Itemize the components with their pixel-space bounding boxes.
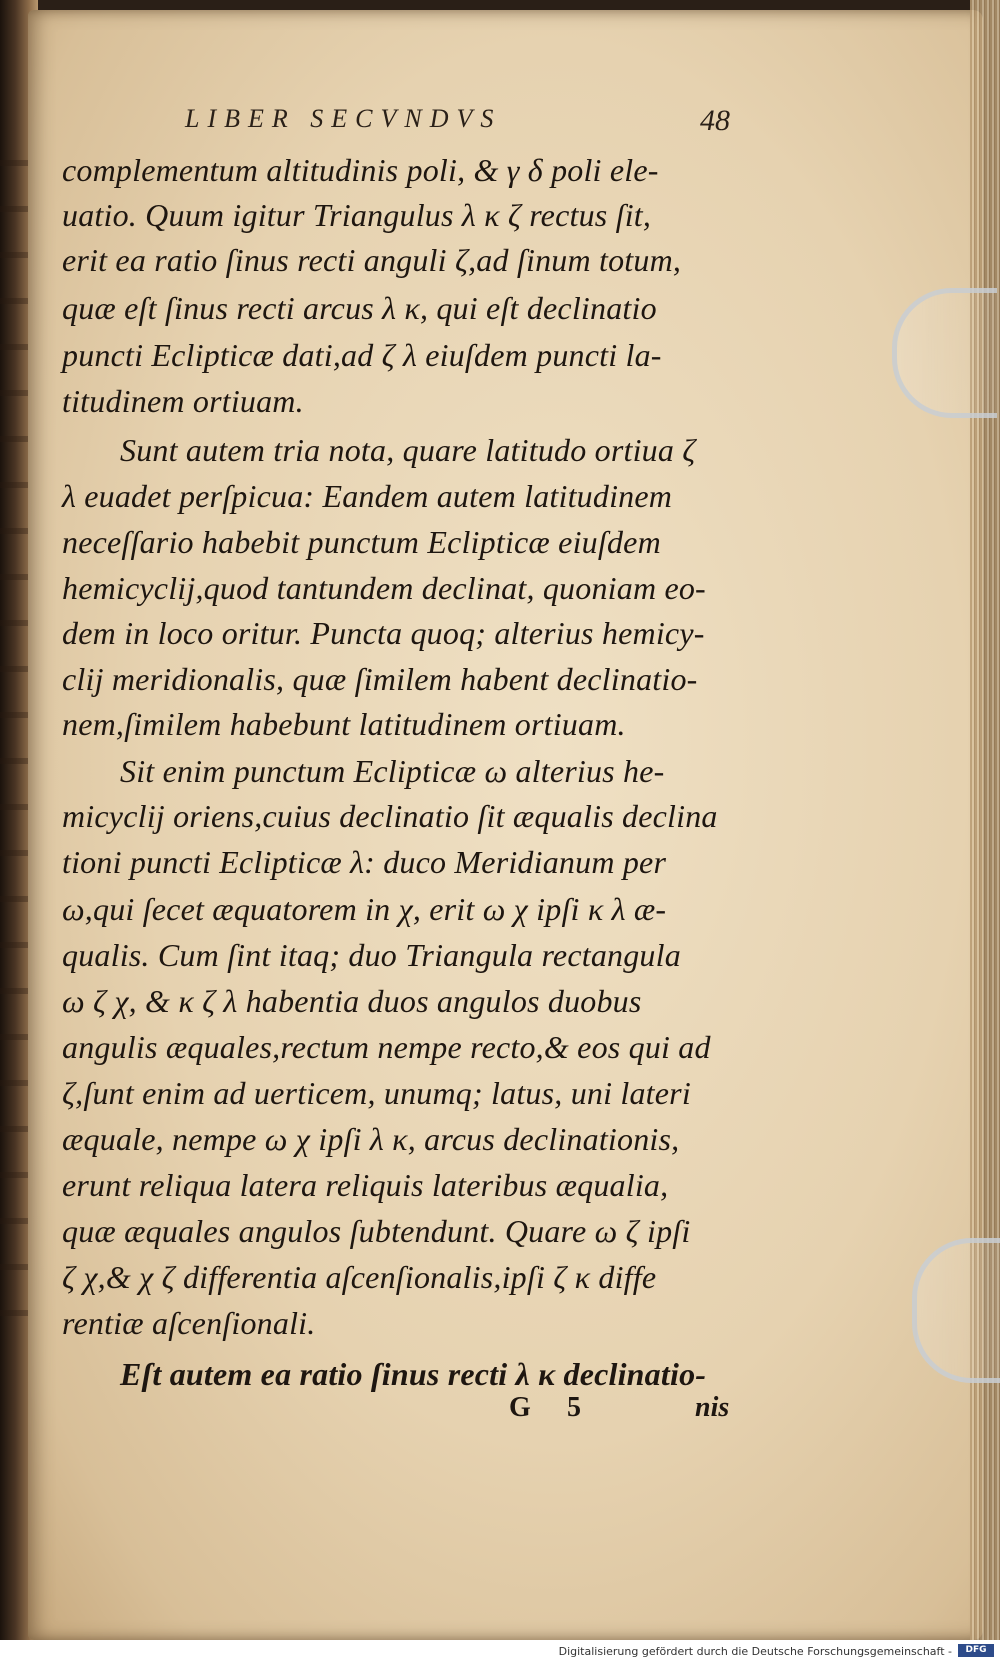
text-line: dem in loco oritur. Puncta quoq; alterius hemicy- — [62, 615, 705, 651]
text-line: ζ χ,& χ ζ differentia aſcenſionalis,ipſi ζ κ diffe — [62, 1259, 657, 1295]
catchword: nis — [695, 1392, 730, 1423]
text-line: puncti Eclipticæ dati,ad ζ λ eiuſdem puncti la- — [62, 337, 662, 373]
footer-strip — [0, 1640, 1000, 1660]
text-line: nem,ſimilem habebunt latitudinem ortiuam. — [62, 706, 626, 742]
text-line: Sunt autem tria nota, quare latitudo ortiua ζ — [120, 432, 696, 468]
text-line: quæ eſt ſinus recti arcus λ κ, qui eſt declinatio — [62, 290, 657, 326]
text-line: Eſt autem ea ratio ſinus recti λ κ declinatio- — [120, 1356, 707, 1392]
text-line: complementum altitudinis poli, & γ δ poli ele- — [62, 152, 659, 188]
text-line: tioni puncti Eclipticæ λ: duco Meridianum per — [62, 844, 667, 880]
text-line: ω,qui ſecet æquatorem in χ, erit ω χ ipſi κ λ æ- — [62, 891, 667, 927]
signature-mark-letter: G — [509, 1392, 531, 1423]
text-line: erit ea ratio ſinus recti anguli ζ,ad ſinum totum, — [62, 242, 682, 278]
text-line: æquale, nempe ω χ ipſi λ κ, arcus declinationis, — [62, 1121, 680, 1157]
text-line: clij meridionalis, quæ ſimilem habent declinatio- — [62, 661, 698, 697]
page-number: 48 — [700, 104, 730, 137]
text-line: ω ζ χ, & κ ζ λ habentia duos angulos duobus — [62, 983, 642, 1019]
page-stack-edge — [970, 0, 1000, 1660]
text-line: Sit enim punctum Eclipticæ ω alterius he- — [120, 753, 665, 789]
text-line: qualis. Cum ſint itaq; duo Triangula rectangula — [62, 937, 681, 973]
text-line: micyclij oriens,cuius declinatio ſit æqualis declina — [62, 798, 718, 834]
funding-credit: Digitalisierung gefördert durch die Deutsche Forschungsgemeinschaft - — [558, 1645, 952, 1658]
text-line: titudinem ortiuam. — [62, 383, 304, 419]
facing-page-edge — [0, 120, 30, 1320]
text-line: uatio. Quum igitur Triangulus λ κ ζ rectus ſit, — [62, 197, 652, 233]
text-line: ζ,ſunt enim ad uerticem, unumq; latus, uni lateri — [62, 1075, 691, 1111]
text-line: neceſſario habebit punctum Eclipticæ eiuſdem — [62, 524, 661, 560]
text-line: quæ æquales angulos ſubtendunt. Quare ω ζ ipſi — [62, 1213, 691, 1249]
text-line: hemicyclij,quod tantundem declinat, quoniam eo- — [62, 570, 706, 606]
page-clip-top — [892, 288, 997, 418]
text-line: rentiæ aſcenſionali. — [62, 1305, 316, 1341]
page-clip-bottom — [912, 1238, 1000, 1383]
text-line: angulis æquales,rectum nempe recto,& eos qui ad — [62, 1029, 711, 1065]
signature-mark-number: 5 — [567, 1392, 581, 1423]
text-line: erunt reliqua latera reliquis lateribus æqualia, — [62, 1167, 669, 1203]
running-head: LIBER SECVNDVS — [185, 104, 502, 133]
dfg-logo: DFG — [958, 1644, 994, 1657]
text-line: λ euadet perſpicua: Eandem autem latitudinem — [62, 478, 673, 514]
